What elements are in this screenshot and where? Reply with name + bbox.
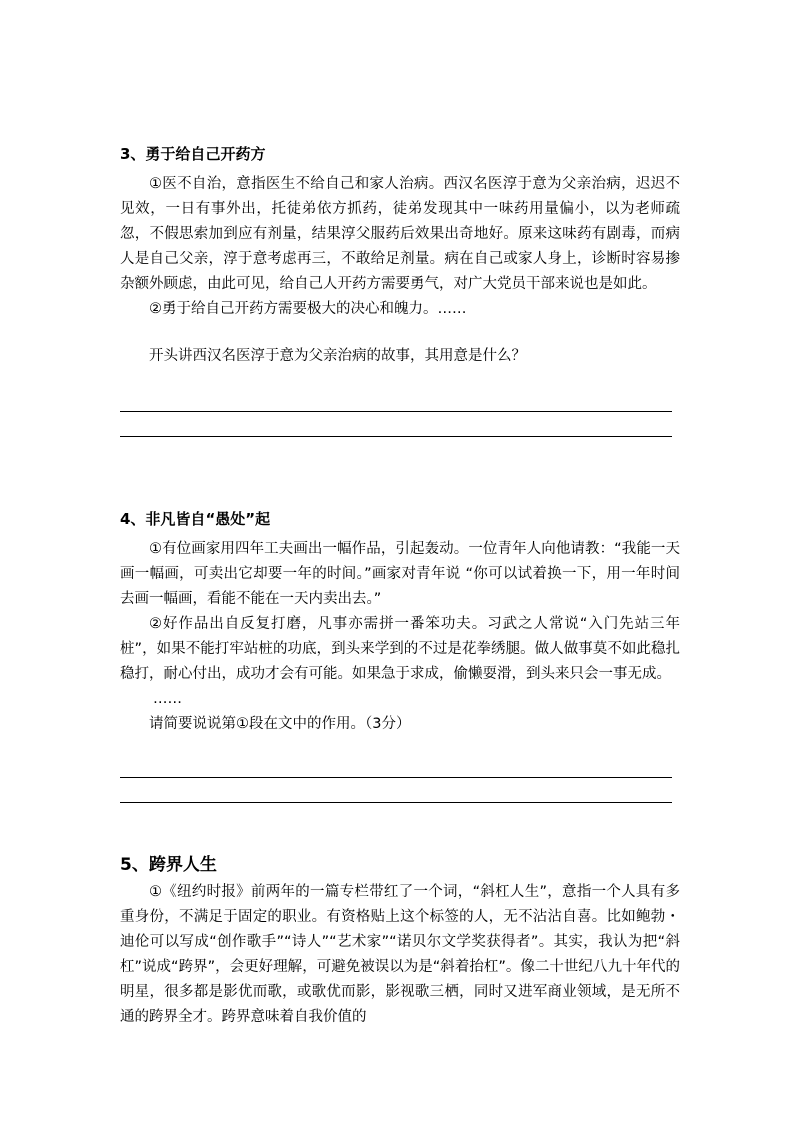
section-4 (120, 509, 680, 737)
section-5 (120, 854, 680, 1030)
section-4-question: 请简要说说第①段在文中的作用。（3分） (149, 716, 411, 732)
section-5-paragraph-1: ①《纽约时报》前两年的一篇专栏带红了一个词，“斜杠人生”，意指一个人具有多重身份，不满足于固定的职业。有资格贴上这个标签的人，无不沾沾自喜。比如鲍勃・迪伦可以写成“创作歌手”“诗人”“艺术家”“诺贝尔文学奖获得者”。其实，我认为把“斜杠”说成“跨界”，会更好理解，可避免被误以为是“斜着抬杠”。像二十世纪八九十年代的明星，很多都是影优而歌，或歌优而影，影视歌三栖，同时又进军商业领域，是无所不通的跨界全才。跨界意味着自我价值的 (120, 884, 680, 1025)
section-5-heading: 5、跨界人生 (120, 855, 217, 875)
answer-line[interactable] (120, 436, 672, 437)
answer-line[interactable] (120, 802, 672, 803)
section-3 (120, 144, 680, 369)
section-3-paragraph-1: ①医不自治，意指医生不给自己和家人治病。西汉名医淳于意为父亲治病，迟迟不见效，一日有事外出，托徒弟依方抓药，徒弟发现其中一味药用量偏小，以为老师疏忽，不假思索加到应有剂量，结果淳父服药后效果出奇地好。原来这味药有剧毒，而病人是自己父亲，淳于意考虑再三，不敢给足剂量。病在自己或家人身上，诊断时容易掺杂额外顾虑，由此可见，给自己人开药方需要勇气，对广大党员干部来说也是如此。 (120, 176, 680, 292)
section-3-heading: 3、勇于给自己开药方 (120, 145, 266, 163)
section-3-question: 开头讲西汉名医淳于意为父亲治病的故事，其用意是什么？ (149, 348, 526, 364)
section-4-heading: 4、非凡皆自“愚处”起 (120, 510, 271, 528)
answer-line[interactable] (120, 411, 672, 412)
section-4-paragraph-2: ②好作品出自反复打磨，凡事亦需拼一番笨功夫。习武之人常说“入门先站三年桩”，如果不能打牢站桩的功底，到头来学到的不过是花拳绣腿。做人做事莫不如此稳扎稳打，耐心付出，成功才会有可能。如果急于求成，偷懒耍滑，到头来只会一事无成。 (120, 616, 680, 682)
answer-line[interactable] (120, 777, 672, 778)
section-4-paragraph-1: ①有位画家用四年工夫画出一幅作品，引起轰动。一位青年人向他请教：“我能一天画一幅画，可卖出它却要一年的时间。”画家对青年说 “你可以试着换一下，用一年时间去画一幅画，看能不能在一天内卖出去。” (120, 541, 680, 607)
section-4-ellipsis: …… (153, 691, 182, 707)
section-3-paragraph-2: ②勇于给自己开药方需要极大的决心和魄力。…… (149, 301, 467, 317)
